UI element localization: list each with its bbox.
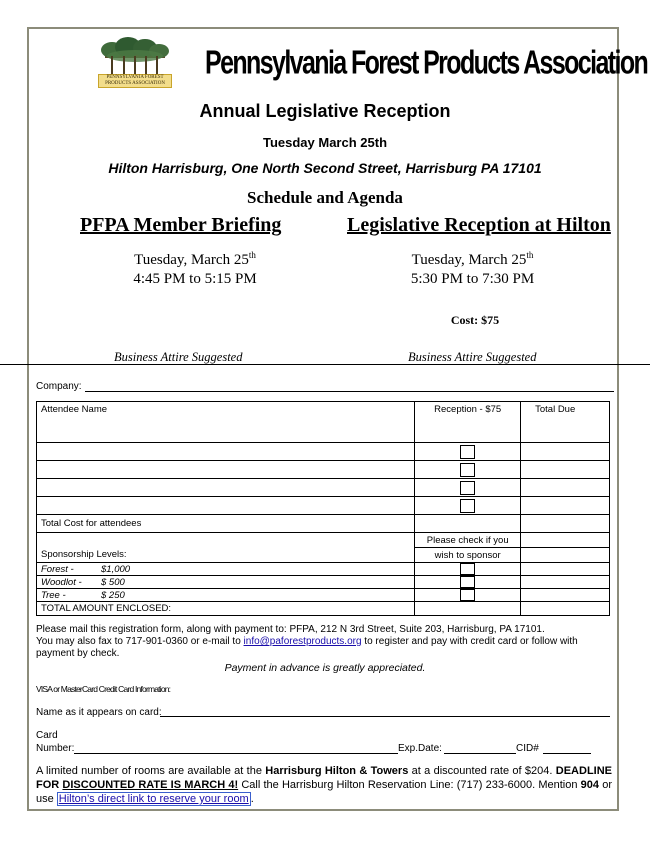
total-enclosed-value[interactable]	[521, 602, 610, 616]
briefing-title: PFPA Member Briefing	[80, 214, 282, 236]
reception-checkbox[interactable]	[460, 445, 475, 459]
group-code: 904	[580, 779, 600, 791]
cid-line[interactable]	[543, 753, 591, 754]
schedule-heading: Schedule and Agenda	[247, 188, 403, 207]
email-link[interactable]: info@paforestproducts.org	[243, 636, 362, 647]
sponsor-checkbox[interactable]	[460, 589, 475, 601]
total-due-cell[interactable]	[521, 479, 610, 497]
logo-text-1: PENNSYLVANIA FOREST	[106, 75, 164, 80]
sponsor-level-row	[37, 589, 610, 602]
event-venue: Hilton Harrisburg, One North Second Street, Harrisburg PA 17101	[108, 160, 542, 176]
attendee-name-cell[interactable]	[37, 443, 415, 461]
sponsor-note-row	[37, 533, 610, 548]
sponsor-check-cell	[415, 576, 521, 589]
col-attendee-header: Attendee Name	[37, 402, 415, 443]
trees-icon	[98, 36, 172, 76]
col-total-header: Total Due	[521, 402, 610, 443]
section-divider	[0, 364, 650, 365]
total-due-cell[interactable]	[521, 497, 610, 515]
level-cell	[37, 589, 415, 602]
briefing-day	[80, 246, 310, 270]
card-number-line[interactable]	[74, 753, 398, 754]
sponsorship-label: Sponsorship Levels:	[37, 548, 415, 563]
cid-label: CID#	[516, 743, 539, 754]
table-header-row	[37, 402, 610, 443]
reception-attire: Business Attire Suggested	[408, 350, 537, 364]
attendee-name-cell[interactable]	[37, 497, 415, 515]
briefing-day-sup: th	[248, 250, 256, 260]
company-input-line[interactable]	[85, 391, 614, 392]
hilton-reserve-link[interactable]: Hilton’s direct link to reserve your room	[58, 793, 249, 805]
total-due-cell[interactable]	[521, 443, 610, 461]
blank-cell	[521, 533, 610, 548]
sponsor-total-cell[interactable]	[521, 589, 610, 602]
sponsor-level-row	[37, 563, 610, 576]
total-cost-row	[37, 515, 610, 533]
sponsor-note-1: Please check if you	[415, 533, 521, 548]
sponsor-check-cell	[415, 589, 521, 602]
reception-title: Legislative Reception at Hilton	[347, 214, 611, 236]
event-title: Annual Legislative Reception	[199, 101, 451, 121]
total-enclosed-label: TOTAL AMOUNT ENCLOSED:	[37, 602, 415, 616]
reception-checkbox[interactable]	[460, 499, 475, 513]
sponsor-checkbox[interactable]	[460, 576, 475, 588]
level-cell	[37, 563, 415, 576]
event-date: Tuesday March 25th	[262, 135, 388, 150]
rooms-text: .	[250, 793, 254, 805]
logo-plaque	[98, 74, 172, 88]
total-cost-label: Total Cost for attendees	[37, 515, 415, 533]
attendee-name-cell[interactable]	[37, 479, 415, 497]
attendee-row	[37, 497, 610, 515]
mail-instructions: Please mail this registration form, along with payment to: PFPA, 212 N 3rd Street, Suite 203, Harrisburg, PA 17101.	[36, 624, 545, 635]
reception-check-cell	[415, 479, 521, 497]
sponsor-total-cell[interactable]	[521, 576, 610, 589]
reception-schedule	[360, 246, 585, 289]
reception-cost: Cost: $75	[450, 313, 500, 327]
fax-instructions	[36, 636, 614, 660]
logo-text-2: PRODUCTS ASSOCIATION	[105, 81, 165, 86]
reception-check-cell	[415, 497, 521, 515]
level-amount: $ 500	[101, 576, 125, 588]
card-info-label: VISA or MasterCard Credit Card Information:	[36, 684, 171, 694]
briefing-day-text: Tuesday, March 25	[134, 252, 249, 268]
name-on-card-line[interactable]	[160, 716, 610, 717]
rooms-text: A limited number of rooms are available at the	[36, 765, 266, 777]
payment-advance-note: Payment in advance is greatly appreciated.	[224, 662, 426, 674]
fax-text-2: to register and pay with credit card or follow with payment by check.	[36, 636, 578, 659]
sponsor-total-cell[interactable]	[521, 563, 610, 576]
level-amount: $ 250	[101, 589, 125, 601]
reception-check-cell	[415, 461, 521, 479]
level-amount: $1,000	[101, 563, 131, 575]
deadline-text: DEADLINE FOR	[36, 765, 613, 791]
card-label: Card	[36, 730, 58, 741]
sponsor-note-2: wish to sponsor	[415, 548, 521, 563]
col-reception-header: Reception - $75	[415, 402, 521, 443]
reception-time: 5:30 PM to 7:30 PM	[410, 271, 535, 287]
reception-day-sup: th	[526, 250, 534, 260]
pfpa-logo	[98, 36, 172, 88]
total-cost-value[interactable]	[521, 515, 610, 533]
reception-checkbox[interactable]	[460, 481, 475, 495]
registration-table	[36, 401, 610, 616]
sponsor-level-row	[37, 576, 610, 589]
sponsorship-heading-row	[37, 548, 610, 563]
rooms-text: at a discounted rate of $204.	[408, 765, 556, 777]
briefing-schedule	[80, 246, 310, 289]
attendee-row	[37, 461, 610, 479]
blank-cell	[415, 602, 521, 616]
level-cell	[37, 576, 415, 589]
name-on-card-label: Name as it appears on card:	[36, 707, 162, 718]
rooms-text: Call the Harrisburg Hilton Reservation Line: (717) 233-6000. Mention	[238, 779, 581, 791]
level-name: Tree -	[41, 589, 66, 601]
briefing-time: 4:45 PM to 5:15 PM	[133, 271, 257, 287]
company-label: Company:	[36, 381, 82, 392]
sponsor-check-cell	[415, 563, 521, 576]
total-enclosed-row	[37, 602, 610, 616]
reception-day-text: Tuesday, March 25	[411, 252, 527, 268]
hotel-rooms-note	[36, 764, 612, 806]
total-due-cell[interactable]	[521, 461, 610, 479]
fax-text: You may also fax to 717-901-0360 or e-mail to	[36, 636, 244, 647]
exp-date-label: Exp.Date:	[398, 743, 442, 754]
level-name: Woodlot -	[41, 576, 82, 588]
blank-cell	[37, 533, 415, 548]
attendee-row	[37, 479, 610, 497]
attendee-row	[37, 443, 610, 461]
attendee-name-cell[interactable]	[37, 461, 415, 479]
reception-checkbox[interactable]	[460, 463, 475, 477]
level-name: Forest -	[41, 563, 74, 575]
exp-date-line[interactable]	[444, 753, 516, 754]
association-name: Pennsylvania Forest Products Association	[205, 44, 648, 82]
card-number-label: Number:	[36, 743, 75, 754]
reception-day	[360, 246, 585, 270]
hotel-name: Harrisburg Hilton & Towers	[265, 765, 409, 777]
reception-check-cell	[415, 443, 521, 461]
rooms-text: or use	[36, 779, 613, 805]
deadline-date: DISCOUNTED RATE IS MARCH 4!	[62, 779, 239, 791]
briefing-attire: Business Attire Suggested	[114, 350, 243, 364]
blank-cell	[521, 548, 610, 563]
sponsor-checkbox[interactable]	[460, 563, 475, 575]
total-cost-blank	[415, 515, 521, 533]
